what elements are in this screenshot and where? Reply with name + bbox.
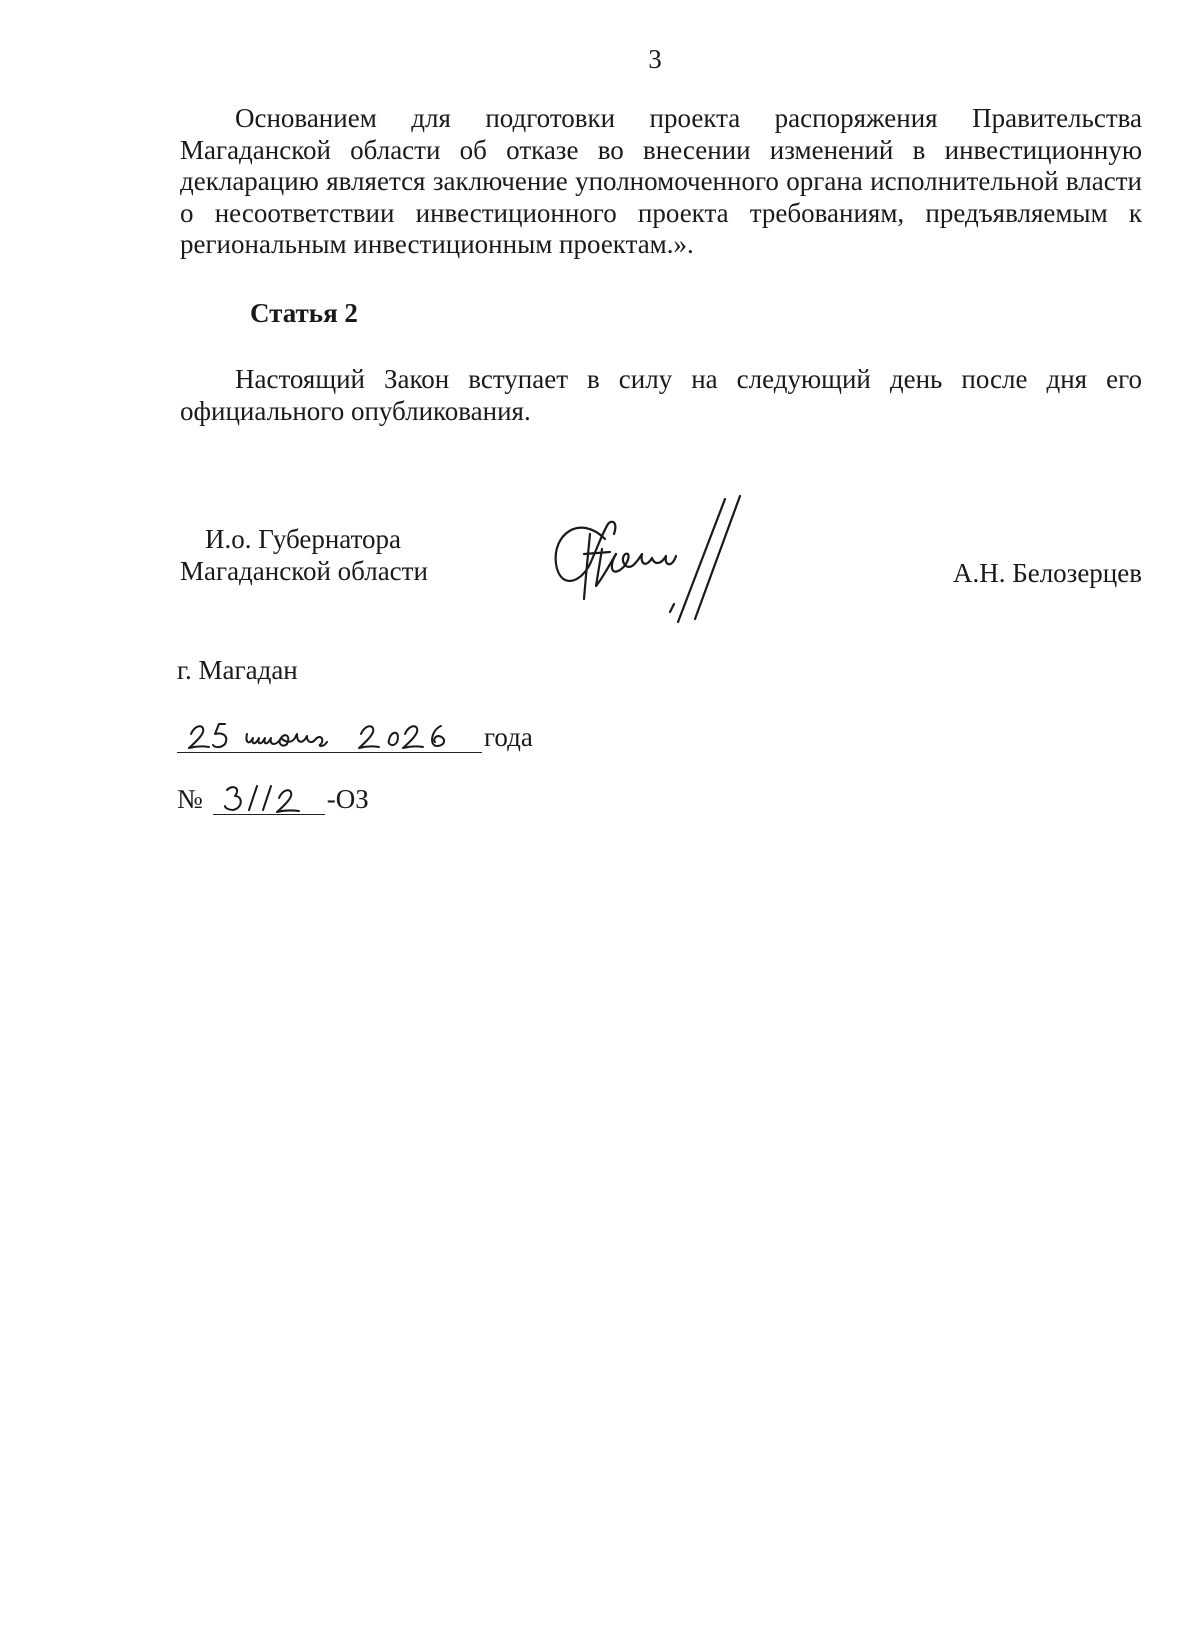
city: г. Магадан [177, 655, 298, 685]
signatory-position-line2: Магаданской области [180, 556, 428, 586]
law-number [177, 780, 369, 815]
paragraph-basis-text: Основанием для подготовки проекта распоряжения Правительства Магаданской области об отказе во внесении изменений в инвестиционную декларацию является заключение уполномоченного органа исполнительной власти о несоответствии инвестиционного проекта требованиям, предъявляемым к региональным инвестиционным проектам.». [180, 103, 1142, 259]
paragraph-entry-into-force [180, 364, 1142, 427]
paragraph-entry-into-force-text: Настоящий Закон вступает в силу на следующий день после дня его официального опубликования. [180, 364, 1142, 426]
article-heading: Статья 2 [250, 298, 358, 328]
signatory-position-line1: И.о. Губернатора [205, 524, 402, 554]
signatory-position [180, 523, 428, 587]
handwritten-number-icon [219, 780, 319, 814]
handwritten-date-icon [185, 712, 465, 752]
page-number: 3 [648, 44, 662, 74]
signing-date [177, 712, 533, 753]
date-suffix: года [484, 722, 533, 752]
signatory-name: А.Н. Белозерцев [952, 558, 1142, 588]
handwritten-signature-icon [550, 494, 790, 634]
paragraph-basis [180, 103, 1142, 261]
date-handwritten-field [177, 712, 482, 753]
number-prefix: № [177, 784, 203, 814]
number-handwritten-field [213, 780, 325, 815]
number-suffix: -ОЗ [326, 784, 369, 814]
